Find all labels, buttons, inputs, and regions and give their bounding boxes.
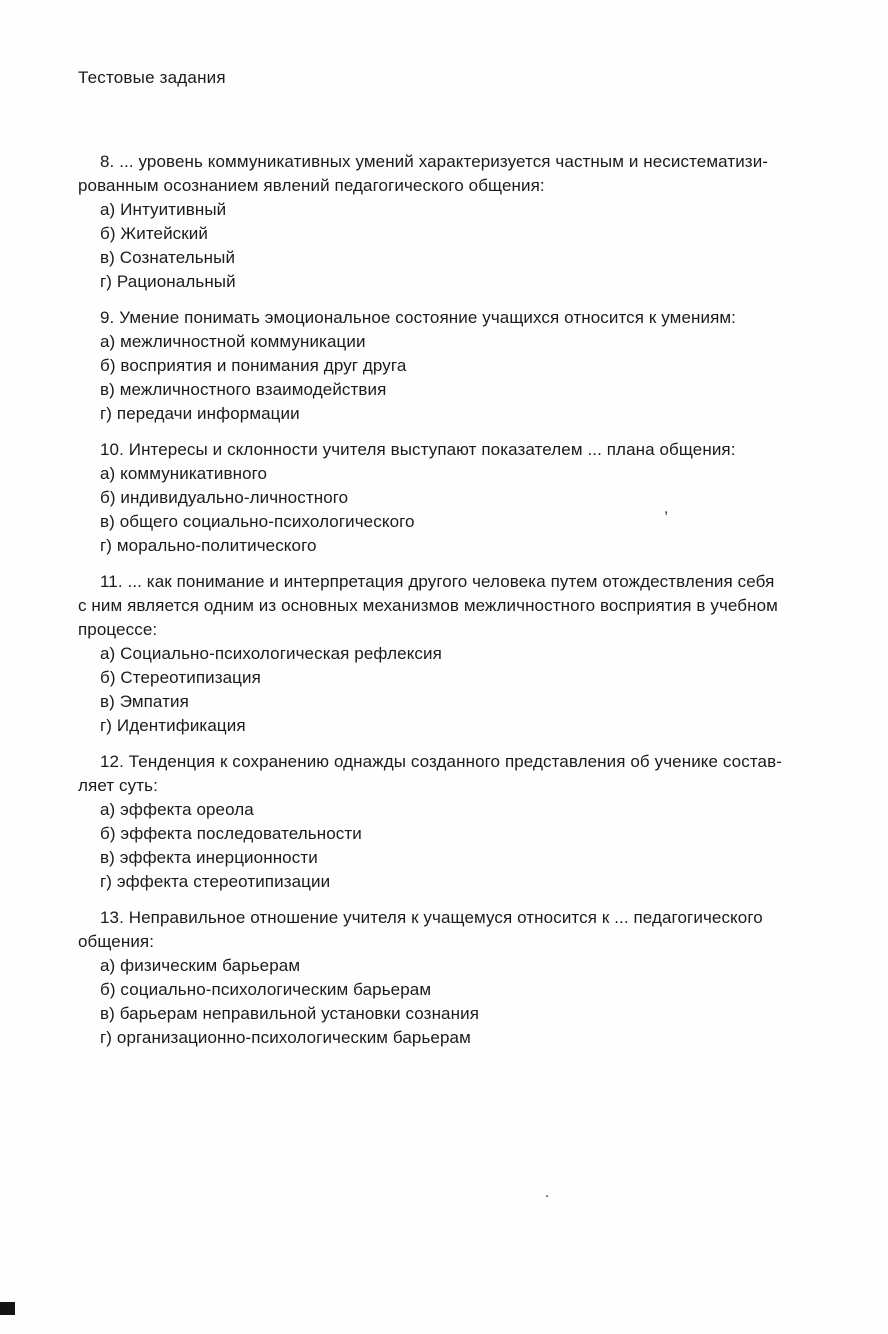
question-text-continued: рованным осознанием явлений педагогического общения: [78, 176, 545, 195]
page-title: Тестовые задания [78, 68, 226, 87]
answer-option-b: б) Стереотипизация [100, 668, 261, 687]
answer-option-b: б) эффекта последовательности [100, 824, 362, 843]
answer-option-a: а) Социально-психологическая рефлексия [100, 644, 442, 663]
answer-option-b: б) Житейский [100, 224, 208, 243]
scan-artifact-comma: , [664, 500, 669, 517]
answer-option-b: б) социально-психологическим барьерам [100, 980, 432, 999]
answer-option-g: г) Рациональный [100, 272, 236, 291]
answer-option-v: в) Сознательный [100, 248, 236, 267]
scan-artifact-dot: . [545, 1184, 550, 1201]
question-text-continued: общения: [78, 932, 155, 951]
question-block-13 [78, 906, 853, 1050]
answer-option-b: б) восприятия и понимания друг друга [100, 356, 407, 375]
question-text: 11. ... как понимание и интерпретация другого человека путем отождествления себя [100, 572, 775, 591]
answer-option-g: г) эффекта стереотипизации [100, 872, 331, 891]
answer-option-a: а) межличностной коммуникации [100, 332, 366, 351]
question-block-10 [78, 438, 853, 558]
answer-option-a: а) эффекта ореола [100, 800, 254, 819]
answer-option-v: в) общего социально-психологического [100, 512, 415, 531]
question-block-12 [78, 750, 853, 894]
question-text-continued: ляет суть: [78, 776, 158, 795]
answer-option-g: г) морально-политического [100, 536, 317, 555]
answer-option-g: г) передачи информации [100, 404, 300, 423]
question-text-continued: процессе: [78, 620, 158, 639]
document-page [78, 0, 853, 1062]
answer-option-g: г) Идентификация [100, 716, 246, 735]
questions-list [78, 150, 853, 1050]
answer-option-a: а) коммуникативного [100, 464, 268, 483]
question-text: 10. Интересы и склонности учителя выступают показателем ... плана общения: [100, 440, 736, 459]
question-text-continued: с ним является одним из основных механизмов межличностного восприятия в учебном [78, 596, 778, 615]
answer-option-v: в) эффекта инерционности [100, 848, 318, 867]
question-text: 9. Умение понимать эмоциональное состояние учащихся относится к умениям: [100, 308, 737, 327]
answer-option-g: г) организационно-психологическим барьерам [100, 1028, 471, 1047]
answer-option-a: а) физическим барьерам [100, 956, 301, 975]
question-block-9 [78, 306, 853, 426]
question-block-11 [78, 570, 853, 738]
scan-artifact-corner [0, 1302, 15, 1315]
answer-option-b: б) индивидуально-личностного [100, 488, 349, 507]
question-text: 12. Тенденция к сохранению однажды созданного представления об ученике состав- [100, 752, 782, 771]
question-text: 13. Неправильное отношение учителя к учащемуся относится к ... педагогического [100, 908, 763, 927]
question-text: 8. ... уровень коммуникативных умений характеризуется частным и несистематизи- [100, 152, 769, 171]
answer-option-v: в) межличностного взаимодействия [100, 380, 387, 399]
question-block-8 [78, 150, 853, 294]
answer-option-v: в) Эмпатия [100, 692, 189, 711]
answer-option-v: в) барьерам неправильной установки сознания [100, 1004, 479, 1023]
answer-option-a: а) Интуитивный [100, 200, 227, 219]
